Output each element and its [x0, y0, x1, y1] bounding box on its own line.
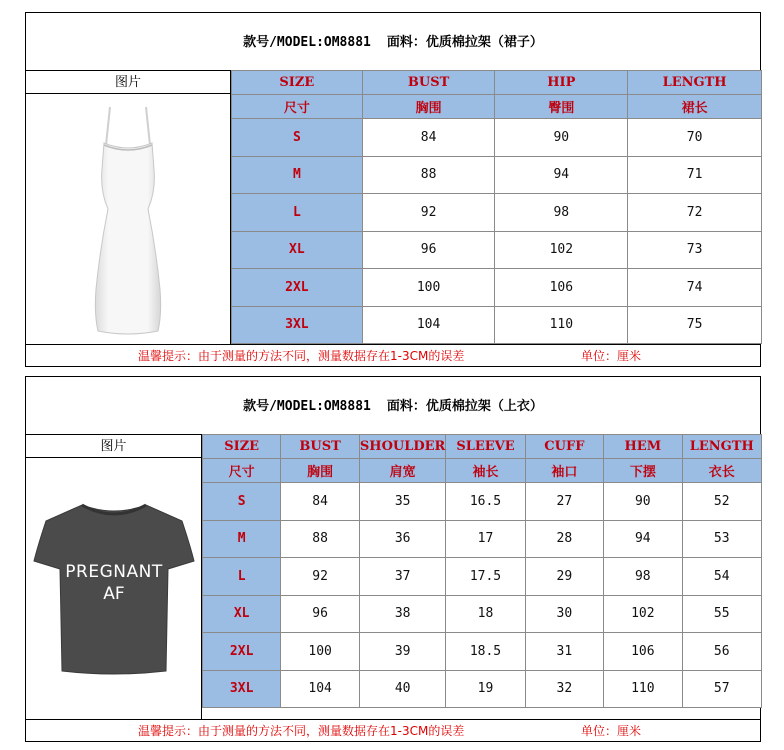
tee-fabric: 面料：优质棉拉架（上衣）	[386, 399, 543, 414]
tee-header-bust-cn: 胸围	[281, 459, 360, 483]
cuff-cell: 30	[525, 595, 604, 633]
hip-cell: 94	[495, 156, 628, 194]
hem-cell: 102	[604, 595, 682, 633]
tee-header-length: LENGTH	[682, 435, 761, 459]
length-cell: 56	[682, 633, 761, 671]
dress-header-bust: BUST	[362, 71, 495, 95]
cuff-cell: 28	[525, 520, 604, 558]
dress-fabric: 面料：优质棉拉架（裙子）	[386, 35, 543, 50]
dress-image	[26, 94, 230, 344]
table-row	[203, 595, 762, 633]
dress-chart-title	[26, 13, 760, 69]
table-row	[232, 156, 762, 194]
bust-cell: 104	[362, 306, 495, 344]
table-row	[232, 306, 762, 344]
tee-note-text: 温馨提示：由于测量的方法不同，测量数据存在1-3CM的误差	[138, 724, 465, 738]
tee-header-size-cn: 尺寸	[203, 459, 281, 483]
bust-cell: 88	[281, 520, 360, 558]
tee-image	[26, 458, 201, 719]
size-cell: XL	[232, 231, 363, 269]
shoulder-cell: 37	[359, 558, 445, 596]
tee-header-shoulder: SHOULDER	[359, 435, 445, 459]
sleeve-cell: 18	[446, 595, 525, 633]
dress-size-chart	[25, 12, 761, 367]
length-cell: 52	[682, 483, 761, 521]
shoulder-cell: 36	[359, 520, 445, 558]
length-cell: 75	[628, 306, 762, 344]
dress-unit-text: 单位：厘米	[581, 349, 642, 363]
cuff-cell: 29	[525, 558, 604, 596]
size-cell: L	[232, 194, 363, 232]
size-cell: M	[203, 520, 281, 558]
length-cell: 73	[628, 231, 762, 269]
dress-header-hip-cn: 臀围	[495, 95, 628, 119]
length-cell: 57	[682, 670, 761, 708]
bust-cell: 84	[362, 119, 495, 157]
cuff-cell: 27	[525, 483, 604, 521]
table-row	[203, 633, 762, 671]
bust-cell: 88	[362, 156, 495, 194]
sleeve-cell: 16.5	[446, 483, 525, 521]
sleeve-cell: 18.5	[446, 633, 525, 671]
length-cell: 74	[628, 269, 762, 307]
shoulder-cell: 39	[359, 633, 445, 671]
sleeve-cell: 19	[446, 670, 525, 708]
grey-tshirt-image	[32, 499, 196, 679]
size-cell: S	[203, 483, 281, 521]
shirt-print-line1: PREGNANT	[64, 561, 163, 582]
bust-cell: 92	[362, 194, 495, 232]
tee-size-table	[202, 434, 762, 708]
dress-header-length: LENGTH	[628, 71, 762, 95]
length-cell: 71	[628, 156, 762, 194]
sleeve-cell: 17.5	[446, 558, 525, 596]
hem-cell: 90	[604, 483, 682, 521]
size-cell: 3XL	[203, 670, 281, 708]
bust-cell: 100	[362, 269, 495, 307]
size-cell: L	[203, 558, 281, 596]
length-cell: 54	[682, 558, 761, 596]
length-cell: 70	[628, 119, 762, 157]
length-cell: 53	[682, 520, 761, 558]
table-row	[203, 558, 762, 596]
bust-cell: 104	[281, 670, 360, 708]
table-row	[203, 483, 762, 521]
tee-model-number: 款号/MODEL:OM8881	[243, 399, 371, 414]
cuff-cell: 32	[525, 670, 604, 708]
dress-header-bust-cn: 胸围	[362, 95, 495, 119]
dress-header-row-en	[232, 71, 762, 95]
tee-header-cuff: CUFF	[525, 435, 604, 459]
hip-cell: 106	[495, 269, 628, 307]
dress-header-size-cn: 尺寸	[232, 95, 363, 119]
tee-measurement-note	[26, 719, 760, 741]
length-cell: 55	[682, 595, 761, 633]
size-cell: M	[232, 156, 363, 194]
dress-picture-panel	[26, 70, 231, 344]
tee-unit-text: 单位：厘米	[581, 724, 642, 738]
dress-header-size: SIZE	[232, 71, 363, 95]
cuff-cell: 31	[525, 633, 604, 671]
sleeve-cell: 17	[446, 520, 525, 558]
shoulder-cell: 38	[359, 595, 445, 633]
tee-header-cuff-cn: 袖口	[525, 459, 604, 483]
tee-header-size: SIZE	[203, 435, 281, 459]
tee-header-row-en	[203, 435, 762, 459]
table-row	[203, 520, 762, 558]
tee-header-bust: BUST	[281, 435, 360, 459]
hem-cell: 94	[604, 520, 682, 558]
tee-header-sleeve-cn: 袖长	[446, 459, 525, 483]
dress-header-hip: HIP	[495, 71, 628, 95]
dress-picture-label: 图片	[26, 70, 230, 94]
tee-picture-panel	[26, 434, 202, 719]
table-row	[232, 194, 762, 232]
length-cell: 72	[628, 194, 762, 232]
dress-measurement-note	[26, 344, 760, 366]
hem-cell: 110	[604, 670, 682, 708]
tee-picture-label: 图片	[26, 434, 201, 458]
hip-cell: 110	[495, 306, 628, 344]
dress-note-text: 温馨提示：由于测量的方法不同，测量数据存在1-3CM的误差	[138, 349, 465, 363]
dress-header-length-cn: 裙长	[628, 95, 762, 119]
dress-header-row-cn	[232, 95, 762, 119]
hem-cell: 106	[604, 633, 682, 671]
size-cell: 2XL	[232, 269, 363, 307]
size-cell: S	[232, 119, 363, 157]
tee-header-length-cn: 衣长	[682, 459, 761, 483]
shirt-print-line2: AF	[102, 583, 125, 604]
tee-header-shoulder-cn: 肩宽	[359, 459, 445, 483]
hip-cell: 90	[495, 119, 628, 157]
shoulder-cell: 40	[359, 670, 445, 708]
tee-header-row-cn	[203, 459, 762, 483]
size-cell: 2XL	[203, 633, 281, 671]
shoulder-cell: 35	[359, 483, 445, 521]
size-cell: XL	[203, 595, 281, 633]
table-row	[232, 231, 762, 269]
bust-cell: 96	[362, 231, 495, 269]
dress-model-number: 款号/MODEL:OM8881	[243, 35, 371, 50]
bust-cell: 100	[281, 633, 360, 671]
bust-cell: 96	[281, 595, 360, 633]
tee-header-hem-cn: 下摆	[604, 459, 682, 483]
table-row	[203, 670, 762, 708]
bust-cell: 92	[281, 558, 360, 596]
dress-size-table	[231, 70, 762, 344]
hem-cell: 98	[604, 558, 682, 596]
tee-size-chart	[25, 376, 761, 742]
white-slip-dress-image	[68, 99, 188, 339]
table-row	[232, 119, 762, 157]
bust-cell: 84	[281, 483, 360, 521]
table-row	[232, 269, 762, 307]
size-cell: 3XL	[232, 306, 363, 344]
tee-chart-title	[26, 377, 760, 433]
tee-header-sleeve: SLEEVE	[446, 435, 525, 459]
tee-header-hem: HEM	[604, 435, 682, 459]
hip-cell: 98	[495, 194, 628, 232]
hip-cell: 102	[495, 231, 628, 269]
